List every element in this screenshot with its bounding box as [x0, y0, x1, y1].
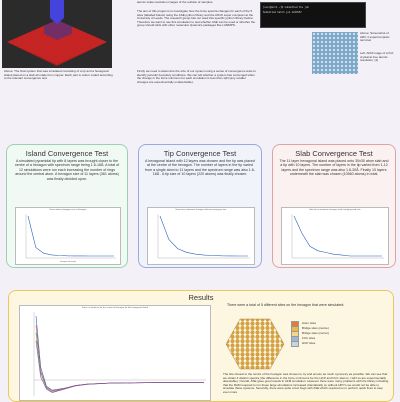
island-title: Island Convergence Test	[25, 149, 109, 158]
slab-panel	[272, 144, 396, 268]
results-panel	[8, 290, 394, 402]
terminal-caption: Above: Screenshot of ARC 4 supercomputer terminal.	[360, 31, 390, 43]
intro-text-3: Firstly we need to determine the size of our system using a series of convergence tests to identify periodic boundary conditions. We can tell whether a system has converged when the change in the force minimum for each simulation is less than 1pN (any smaller changes are experimentally undetectable).	[137, 69, 256, 84]
island-panel	[6, 144, 128, 268]
afm-lattice	[312, 32, 358, 74]
results-series-line	[36, 325, 204, 391]
legend-label: Atom sites	[302, 320, 317, 325]
tip-title: Tip Convergence Test	[163, 149, 237, 158]
slab-series-line	[294, 216, 382, 256]
island-chart-plot	[16, 208, 120, 264]
intro-text-1: atomic scale resolution images of the surface of samples.	[137, 0, 214, 4]
tip-panel	[138, 144, 262, 268]
results-title: Results	[188, 293, 214, 302]
tip-chart-title: How force minimum changes with increasing tip size	[175, 209, 227, 211]
tip-chart	[147, 207, 255, 265]
slab-body: The 11 layer hexagonal island was placed onto 30x30 atom slab and a tip with 10 layers. The number of layers in the tip varied from 1-12 layers and the spectrum range was also 1.6-30Å. Finally 10 layers underneath the slab was chosen (10560 atoms) in total.	[279, 159, 389, 177]
slab-chart	[281, 207, 389, 265]
legend-label: HCP sites	[302, 340, 316, 345]
tip-series-line	[160, 216, 248, 256]
island-chart	[15, 207, 121, 265]
system-caption: Above: The final system that was simulated consisting of a tip and a hexagonal island placed on a slab all made from copper. Each part is colour coded according to the relevant convergence test.	[4, 69, 113, 81]
results-series-line	[36, 341, 204, 393]
legend-row	[291, 341, 381, 346]
legend-swatch	[291, 341, 299, 347]
terminal-screenshot	[260, 2, 366, 28]
sites-legend	[291, 321, 381, 346]
slab-chart-title: How force minimum changes with changing slab size	[309, 209, 361, 211]
terminal-line: Submitted batch job 1234567	[263, 11, 302, 14]
slab-title: Slab Convergence Test	[295, 149, 373, 158]
results-intro: There were a total of 5 different sites on the hexagon that were simulated:	[227, 303, 345, 307]
island-xlabel: hexagon side length	[59, 261, 77, 263]
results-chart	[19, 305, 211, 401]
island-chart-title: Force when changing size of hexagon	[49, 209, 87, 211]
tip-body: A hexagonal island with 12 layers was chosen and the tip was placed at the centre of the hexagon. The number of layers in the tip varied from a single atom to 11 layers and the spectrum range was also 1.6-16Å . A tip size of 10 layers (220 atoms) was finally chosen.	[145, 159, 255, 177]
results-chart-title: Force vs distance for the centre of hexagon for the hexagonal island	[82, 307, 148, 309]
legend-label: Bridge sites (centre)	[302, 325, 329, 330]
results-body: The site closest to the centre of the hexagon was chosen to try and ensure as much symmetry as possible. We can see that we obtain 4 distinct spectra (the difference in the force minimums for the HCP and FCC sites is <1pN so are experimentally detectable). Overall, ASE gave good results in AFM simulation. However there were many problems with the library including that the RAM required to run these large simulations increased dramatically so without HPC's we would not be able to simulate these systems. Secondly, there were quite a few bugs with ASE which required us to perform quick fixes to step even more	[223, 373, 389, 394]
intro-text-2: The aim of this project is to investigate how the force spectra changes for each of the 5 sites (labelled below) using the ASE python library and the ANCII super computer at the University of Leeds. The research group has not used this specific python library before. Therefore we want to use this simulation to test whether ASE can be used or whether the group should stick with other molecular dynamics packages like LAMMPS.	[137, 9, 256, 28]
afm-caption: Left: AFM image of a KCl crystal at true atomic resolution. [1]	[360, 51, 394, 63]
terminal-line: [user@arc4 ~]$ submitted the job	[263, 6, 309, 9]
results-series-line	[36, 316, 204, 390]
system-render	[2, 0, 112, 68]
legend-label: FCC sites	[302, 335, 316, 340]
island-series-line	[28, 216, 114, 256]
hexagon-sites-diagram	[225, 317, 285, 371]
tip-chart-plot	[148, 208, 254, 264]
legend-label: Bridge sites (corner)	[302, 330, 330, 335]
afm-image	[312, 32, 358, 74]
slab-chart-plot	[282, 208, 388, 264]
results-chart-plot	[20, 306, 210, 400]
island-body: A simulated pyramidal tip with 8 layers was brought closer to the centre of a hexagon with spectrum range being 1.6-16Å. A total of 12 simulations were run each increasing the number of rings around the central atom. A hexagon size of 11 layers (361 atoms) was finally decided upon.	[14, 159, 120, 181]
system-image	[2, 0, 112, 68]
